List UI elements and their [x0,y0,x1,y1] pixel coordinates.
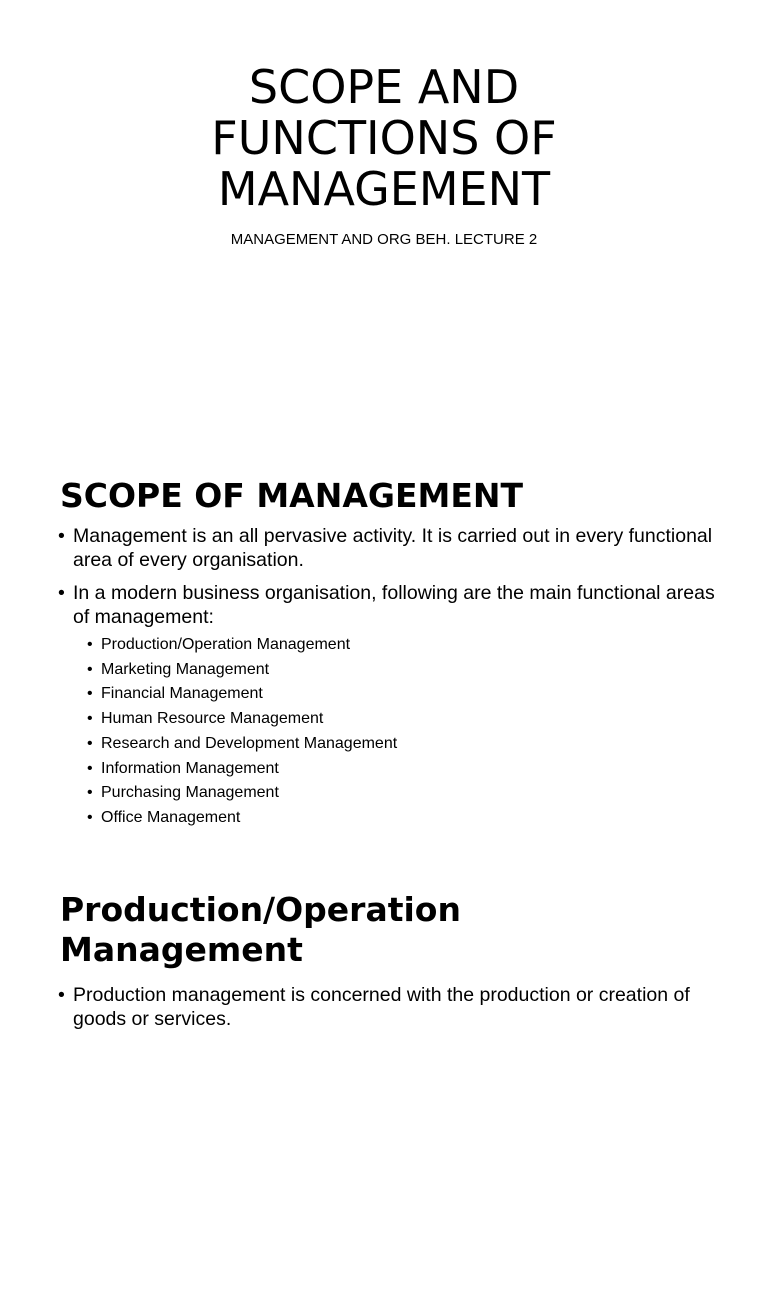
presentation-subtitle: MANAGEMENT AND ORG BEH. LECTURE 2 [230,231,538,248]
heading-line: Production/Operation [60,890,461,929]
bullet-icon: • [87,759,93,777]
bullet-icon: • [87,636,93,653]
bullet-item [58,524,728,572]
sub-bullet-text: Financial Management [101,685,263,703]
sub-bullet-text: Human Resource Management [101,710,324,728]
title-line: FUNCTIONS OF [211,111,557,165]
bullet-icon: • [87,808,93,826]
sub-bullet-item [87,781,728,806]
sub-bullet-text: Purchasing Management [101,784,279,802]
sub-bullet-item [87,732,728,757]
scope-slide [0,432,768,864]
sub-bullet-item [87,682,728,707]
sub-bullet-text: Information Management [101,759,279,777]
bullet-text: Production management is concerned with the production or creation of goods or services. [73,984,690,1030]
sub-bullet-item [87,757,728,782]
bullet-icon: • [87,784,93,802]
sub-bullet-item [87,806,728,831]
bullet-icon: • [58,984,65,1006]
sub-bullet-text: Research and Development Management [101,734,398,752]
sub-bullet-text: Office Management [101,808,241,826]
sub-bullet-item [87,658,728,683]
bullet-icon: • [58,525,65,547]
scope-bullet-list [58,524,728,840]
bullet-icon: • [87,685,93,703]
functional-areas-list [73,633,728,831]
production-bullet-list [58,983,728,1040]
bullet-item [58,581,728,831]
presentation-title [0,62,768,215]
sub-bullet-text: Production/Operation Management [101,636,351,653]
title-slide [0,0,768,432]
bullet-text: In a modern business organisation, following are the main functional areas of management: [73,582,715,628]
sub-bullet-item [87,707,728,732]
title-line: MANAGEMENT [217,162,551,216]
scope-heading: SCOPE OF MANAGEMENT [60,476,524,515]
bullet-text: Management is an all pervasive activity. It is carried out in every functional area of every organisation. [73,525,713,571]
sub-bullet-item [87,633,728,658]
title-line: SCOPE AND [248,60,520,114]
sub-bullet-text: Marketing Management [101,660,270,678]
bullet-icon: • [58,582,65,604]
bullet-icon: • [87,734,93,752]
heading-line: Management [60,930,303,969]
production-slide [0,864,768,1296]
bullet-icon: • [87,660,93,678]
production-heading [60,890,461,970]
bullet-icon: • [87,710,93,728]
